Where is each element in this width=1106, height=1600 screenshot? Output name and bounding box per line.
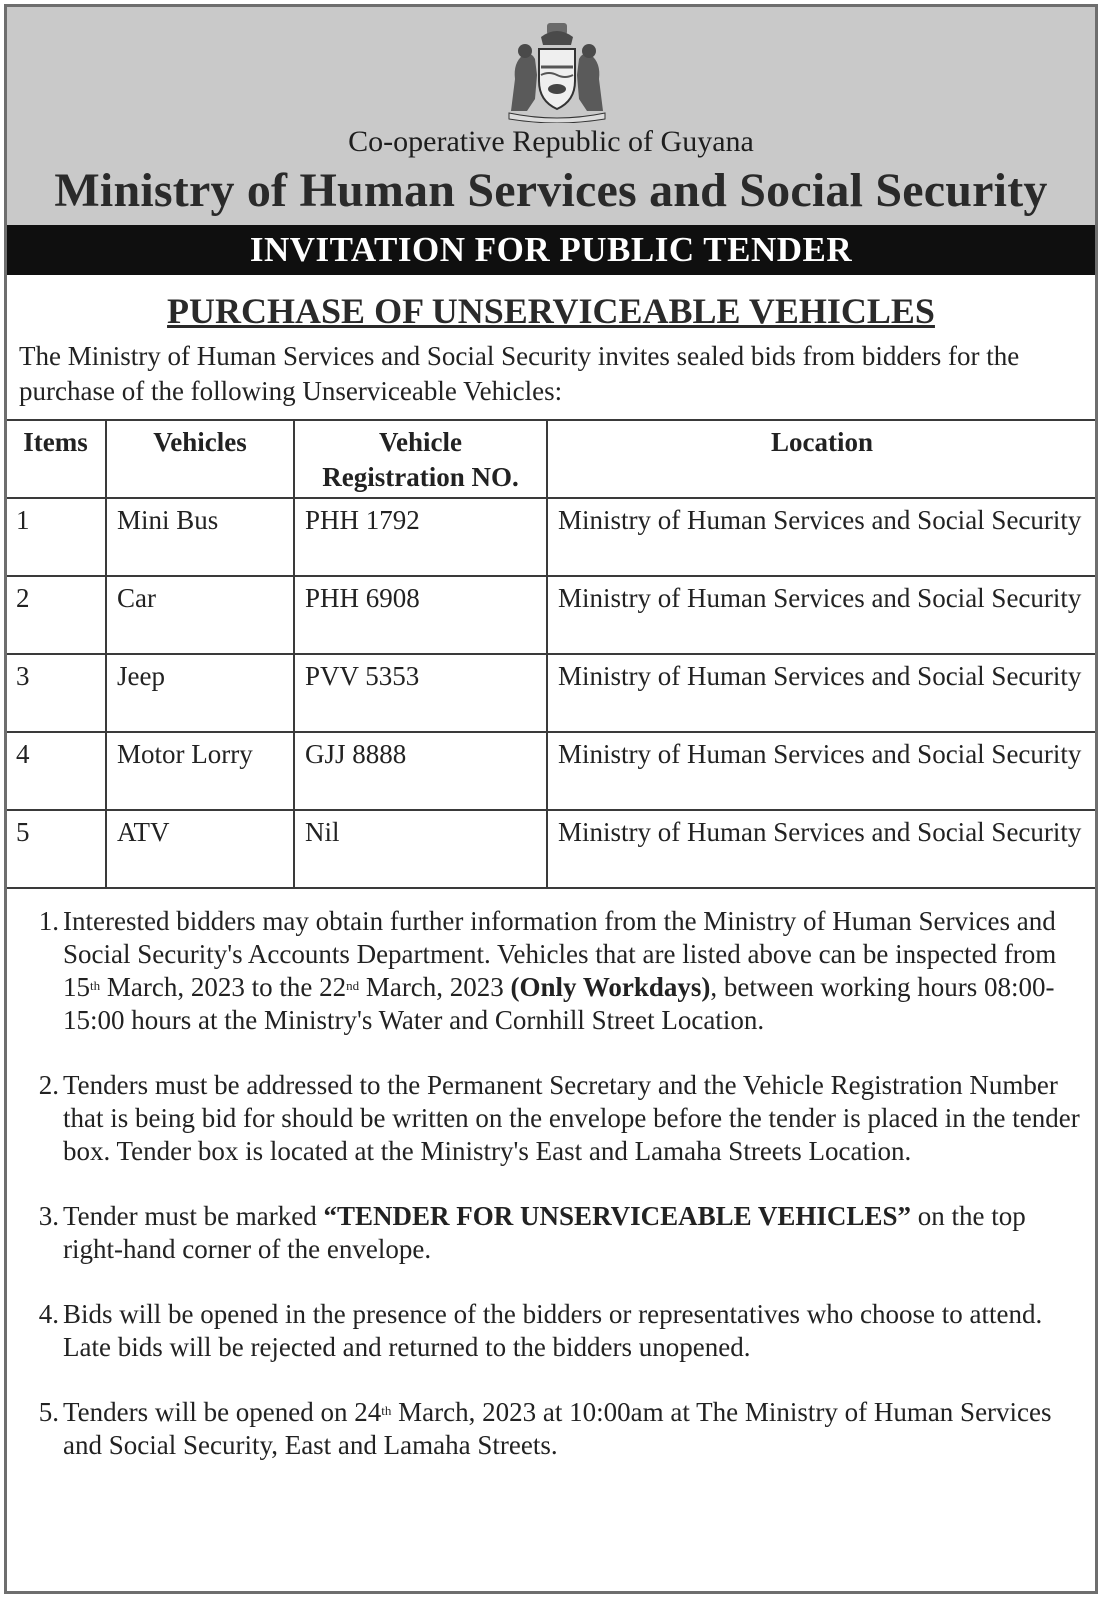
cell-registration: PHH 1792 [294, 498, 547, 576]
table-header-row [5, 420, 1097, 498]
table-row [5, 498, 1097, 576]
cell-location: Ministry of Human Services and Social Security [547, 576, 1097, 654]
cell-location: Ministry of Human Services and Social Security [547, 810, 1097, 888]
cell-location: Ministry of Human Services and Social Security [547, 654, 1097, 732]
cell-registration: PHH 6908 [294, 576, 547, 654]
header-items: Items [5, 420, 106, 498]
header-registration-line2: Registration NO. [322, 462, 519, 492]
note-text: Tenders must be addressed to the Permanent Secretary and the Vehicle Registration Number that is being bid for should be written on the envelope before the tender is placed in the tender box. Tender box is located at the Ministry's East and Lamaha Streets Location. [63, 1070, 1080, 1166]
table-row [5, 654, 1097, 732]
ordinal-suffix: th [381, 1403, 392, 1418]
note-3 [21, 1200, 1081, 1266]
note-text-part: on the top right-hand corner of the envelope. [63, 1201, 1026, 1264]
table-row [5, 810, 1097, 888]
cell-vehicle: Mini Bus [106, 498, 294, 576]
note-text-part: March, 2023 at 10:00am at The Ministry of Human Services and Social Security, East and Lamaha Streets. [63, 1397, 1052, 1460]
notice-subtitle: PURCHASE OF UNSERVICEABLE VEHICLES [167, 291, 935, 331]
intro-paragraph: The Ministry of Human Services and Social Security invites sealed bids from bidders for the purchase of the following Unserviceable Vehicles: [19, 341, 1020, 406]
note-text [63, 905, 1081, 1037]
cell-vehicle: Jeep [106, 654, 294, 732]
cell-item: 5 [5, 810, 106, 888]
note-text [63, 1396, 1081, 1462]
coat-of-arms-icon [501, 19, 613, 123]
ordinal-suffix: th [90, 978, 101, 993]
note-text: Bids will be opened in the presence of the bidders or representatives who choose to attend. Late bids will be rejected and returned to the bidders unopened. [63, 1299, 1043, 1362]
cell-item: 4 [5, 732, 106, 810]
note-emphasis: “TENDER FOR UNSERVICEABLE VEHICLES” [323, 1201, 911, 1231]
cell-vehicle: ATV [106, 810, 294, 888]
table-row [5, 576, 1097, 654]
cell-item: 2 [5, 576, 106, 654]
note-number: 5. [38, 1397, 59, 1427]
note-1 [21, 905, 1081, 1037]
header [7, 7, 1095, 225]
note-text-part: Interested bidders may obtain further information from the Ministry of Human Services and Social Security's Accounts Department. Vehicles that are listed above can be inspected from 15 [63, 906, 1057, 1002]
header-location: Location [547, 420, 1097, 498]
note-2 [21, 1069, 1081, 1168]
republic-name: Co-operative Republic of Guyana [348, 125, 754, 158]
note-text-part: March, 2023 [359, 972, 511, 1002]
ministry-name: Ministry of Human Services and Social Security [54, 164, 1048, 217]
note-4 [21, 1298, 1081, 1364]
header-vehicles: Vehicles [106, 420, 294, 498]
cell-item: 1 [5, 498, 106, 576]
cell-registration: Nil [294, 810, 547, 888]
banner-title: INVITATION FOR PUBLIC TENDER [7, 225, 1095, 275]
note-number: 1. [38, 906, 59, 936]
header-registration-line1: Vehicle [379, 427, 462, 457]
cell-item: 3 [5, 654, 106, 732]
cell-location: Ministry of Human Services and Social Security [547, 498, 1097, 576]
cell-vehicle: Motor Lorry [106, 732, 294, 810]
note-text-part: , between working hours 08:00-15:00 hours at the Ministry's Water and Cornhill Street Location. [63, 972, 1055, 1035]
cell-registration: GJJ 8888 [294, 732, 547, 810]
note-number: 4. [38, 1299, 59, 1329]
vehicles-table [4, 419, 1098, 889]
note-text-part: Tenders will be opened on 24 [63, 1397, 382, 1427]
cell-location: Ministry of Human Services and Social Security [547, 732, 1097, 810]
header-registration [294, 420, 547, 498]
cell-vehicle: Car [106, 576, 294, 654]
table-row [5, 732, 1097, 810]
notes-list [21, 905, 1081, 1462]
note-text [63, 1200, 1081, 1266]
note-number: 3. [38, 1201, 59, 1231]
cell-registration: PVV 5353 [294, 654, 547, 732]
ordinal-suffix: nd [346, 978, 360, 993]
tender-notice [4, 4, 1098, 1594]
note-5 [21, 1396, 1081, 1462]
note-text-part: March, 2023 to the 22 [100, 972, 347, 1002]
note-emphasis: (Only Workdays) [510, 972, 711, 1002]
note-number: 2. [38, 1070, 59, 1100]
note-text-part: Tender must be marked [63, 1201, 324, 1231]
